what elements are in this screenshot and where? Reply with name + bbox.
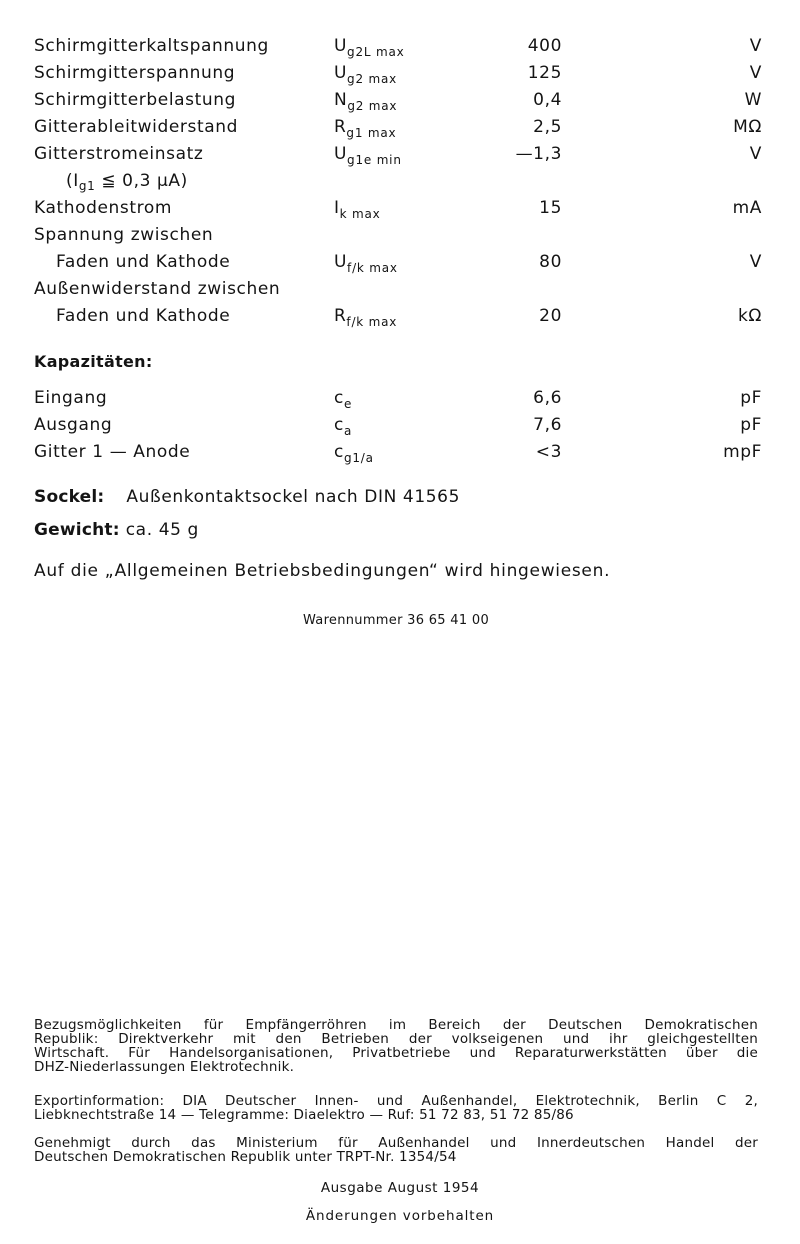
- symbol-subscript: g1/a: [343, 451, 374, 465]
- capacity-symbol: [334, 415, 353, 438]
- rating-label: Gitterableitwiderstand: [34, 117, 239, 137]
- edition-line: Ausgabe August 1954: [320, 1180, 480, 1196]
- rating-symbol: [334, 252, 398, 275]
- rating-value: 15: [539, 198, 562, 218]
- operating-conditions-note: Auf die „Allgemeinen Betriebsbedingungen“ wird hingewiesen.: [34, 561, 611, 581]
- capacity-symbol: [334, 388, 353, 411]
- symbol-subscript: f/k max: [346, 315, 398, 329]
- rating-value: 20: [539, 306, 562, 326]
- paragraph-line: Liebknechtstraße 14 — Telegramme: Diaelektro — Ruf: 51 72 83, 51 72 85/86: [34, 1107, 574, 1123]
- capacity-value: 7,6: [533, 415, 562, 435]
- symbol-subscript: e: [343, 397, 353, 411]
- symbol-subscript: g2 max: [347, 99, 398, 113]
- rating-label: Faden und Kathode: [56, 252, 231, 272]
- rating-label: Spannung zwischen: [34, 225, 214, 245]
- rating-value: 80: [539, 252, 562, 272]
- symbol-main: I: [334, 198, 340, 218]
- capacity-value: 6,6: [533, 388, 562, 408]
- article-number: Warennummer 36 65 41 00: [302, 613, 490, 628]
- rating-label: Schirmgitterkaltspannung: [34, 36, 269, 56]
- capacity-unit: pF: [740, 415, 762, 435]
- rating-row: [34, 279, 762, 306]
- symbol-main: c: [334, 415, 344, 435]
- capacity-unit: mpF: [723, 442, 762, 462]
- paragraph-line: Genehmigt durch das Ministerium für Außenhandel und Innerdeutschen Handel der: [34, 1135, 758, 1151]
- symbol-main: U: [334, 144, 348, 164]
- condition-text: ≦ 0,3 μA): [95, 171, 188, 191]
- symbol-subscript: g2L max: [347, 45, 405, 59]
- rating-label: Faden und Kathode: [56, 306, 231, 326]
- capacity-label: Gitter 1 — Anode: [34, 442, 191, 462]
- socket-value: Außenkontaktsockel nach DIN 41565: [126, 487, 461, 507]
- symbol-main: R: [334, 306, 347, 326]
- rating-value: —1,3: [515, 144, 562, 164]
- capacities-heading: Kapazitäten:: [34, 352, 153, 371]
- symbol-subscript: g1 max: [346, 126, 397, 140]
- capacity-symbol: [334, 442, 374, 465]
- capacity-label: Eingang: [34, 388, 108, 408]
- symbol-subscript: g2 max: [347, 72, 398, 86]
- symbol-subscript: g1e min: [347, 153, 402, 167]
- symbol-main: R: [334, 117, 347, 137]
- rating-label: Kathodenstrom: [34, 198, 173, 218]
- symbol-main: c: [334, 442, 344, 462]
- socket-key: Sockel:: [34, 487, 105, 507]
- rating-row: [34, 306, 762, 333]
- rating-condition: [66, 171, 188, 191]
- rating-symbol: [334, 90, 398, 113]
- socket-line: [34, 487, 460, 507]
- symbol-subscript: k max: [339, 207, 381, 221]
- paragraph-line: DHZ-Niederlassungen Elektrotechnik.: [34, 1059, 295, 1075]
- rating-row: [34, 117, 762, 144]
- rating-symbol: [334, 63, 398, 86]
- rating-label: Schirmgitterbelastung: [34, 90, 237, 110]
- weight-value: ca. 45 g: [125, 520, 199, 540]
- rating-label: Schirmgitterspannung: [34, 63, 236, 83]
- capacity-row: [34, 415, 762, 442]
- rating-unit: V: [749, 144, 762, 164]
- rating-unit: W: [744, 90, 762, 110]
- symbol-main: c: [334, 388, 344, 408]
- rating-unit: kΩ: [737, 306, 762, 326]
- rating-unit: mA: [732, 198, 762, 218]
- symbol-main: N: [334, 90, 348, 110]
- rating-symbol: [334, 36, 405, 59]
- condition-text: (I: [66, 171, 79, 191]
- rating-row: [34, 36, 762, 63]
- capacity-value: <3: [535, 442, 562, 462]
- paragraph-line: Wirtschaft. Für Handelsorganisationen, Privatbetriebe und Reparaturwerkstätten über die: [34, 1045, 758, 1061]
- rating-row: [34, 144, 762, 171]
- symbol-main: U: [334, 252, 348, 272]
- rating-row: [34, 198, 762, 225]
- weight-line: [34, 520, 199, 540]
- paragraph-line: Bezugsmöglichkeiten für Empfängerröhren im Bereich der Deutschen Demokratischen: [34, 1017, 758, 1033]
- rating-condition-row: [34, 171, 762, 198]
- symbol-subscript: a: [343, 424, 353, 438]
- export-paragraph: [34, 1094, 758, 1122]
- weight-key: Gewicht:: [34, 520, 120, 540]
- rating-unit: V: [749, 252, 762, 272]
- rating-label: Außenwiderstand zwischen: [34, 279, 281, 299]
- condition-subscript: g1: [78, 179, 96, 193]
- paragraph-line: Exportinformation: DIA Deutscher Innen- und Außenhandel, Elektrotechnik, Berlin C 2,: [34, 1093, 758, 1109]
- rating-row: [34, 225, 762, 252]
- procurement-paragraph: [34, 1018, 758, 1074]
- capacity-unit: pF: [740, 388, 762, 408]
- rating-value: 2,5: [533, 117, 562, 137]
- rating-unit: MΩ: [733, 117, 762, 137]
- capacity-row: [34, 442, 762, 469]
- rating-value: 0,4: [533, 90, 562, 110]
- rating-unit: V: [749, 36, 762, 56]
- rating-value: 400: [527, 36, 562, 56]
- rating-label: Gitterstromeinsatz: [34, 144, 204, 164]
- rating-row: [34, 90, 762, 117]
- capacity-label: Ausgang: [34, 415, 113, 435]
- disclaimer-line: Änderungen vorbehalten: [305, 1208, 495, 1224]
- rating-symbol: [334, 306, 398, 329]
- symbol-main: U: [334, 63, 348, 83]
- rating-row: [34, 252, 762, 279]
- rating-row: [34, 63, 762, 90]
- rating-unit: V: [749, 63, 762, 83]
- paragraph-line: Republik: Direktverkehr mit den Betrieben der volkseigenen und ihr gleichgestellten: [34, 1031, 758, 1047]
- capacity-row: [34, 388, 762, 415]
- symbol-main: U: [334, 36, 348, 56]
- paragraph-line: Deutschen Demokratischen Republik unter TRPT-Nr. 1354/54: [34, 1149, 457, 1165]
- symbol-subscript: f/k max: [347, 261, 398, 275]
- rating-symbol: [334, 117, 397, 140]
- rating-value: 125: [527, 63, 562, 83]
- approval-paragraph: [34, 1136, 758, 1164]
- rating-symbol: [334, 144, 402, 167]
- rating-symbol: [334, 198, 381, 221]
